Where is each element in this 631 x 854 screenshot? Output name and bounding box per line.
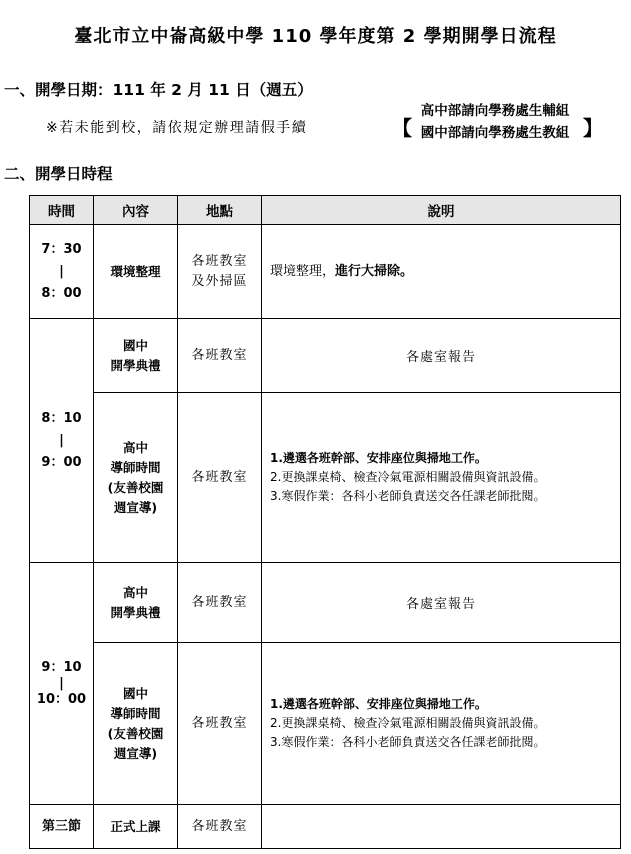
time-separator: | xyxy=(59,263,64,279)
desc-line: 2.更換課桌椅、檢查冷氣電源相關設備與資訊設備。 xyxy=(270,470,546,484)
desc-cell xyxy=(262,643,621,805)
time-start: 8：10 xyxy=(41,410,82,426)
bracket-open: 【 xyxy=(392,116,412,140)
desc-line: 3.寒假作業：各科小老師負責送交各任課老師批閱。 xyxy=(270,735,546,749)
place-line: 各班教室 xyxy=(191,469,248,485)
content-cell xyxy=(94,225,178,319)
table-header-row xyxy=(30,196,621,225)
place-cell xyxy=(178,393,262,563)
header-desc: 說明 xyxy=(262,196,621,225)
table-row xyxy=(30,319,621,393)
time-end: 8：00 xyxy=(41,285,82,301)
content-line: (友善校園 xyxy=(107,725,164,741)
schedule-table xyxy=(29,195,621,849)
bracket-close: 】 xyxy=(583,116,603,140)
table-row xyxy=(30,643,621,805)
time-cell xyxy=(30,563,94,805)
desc-bold: 進行大掃除。 xyxy=(335,264,414,279)
time-cell xyxy=(30,225,94,319)
desc-cell xyxy=(262,225,621,319)
content-cell xyxy=(94,393,178,563)
time-separator: | xyxy=(59,675,64,691)
desc-line: 2.更換課桌椅、檢查冷氣電源相關設備與資訊設備。 xyxy=(270,716,546,730)
desc-line: 3.寒假作業：各科小老師負責送交各任課老師批閱。 xyxy=(270,489,546,503)
header-content: 內容 xyxy=(94,196,178,225)
desc-line: 1.遴選各班幹部、安排座位與掃地工作。 xyxy=(270,697,487,711)
place-line: 各班教室 xyxy=(191,253,248,269)
content-cell xyxy=(94,643,178,805)
header-time: 時間 xyxy=(30,196,94,225)
place-line: 各班教室 xyxy=(191,818,248,834)
place-line: 各班教室 xyxy=(191,594,248,610)
content-line: 正式上課 xyxy=(110,818,161,834)
time-cell xyxy=(30,319,94,563)
content-line: 週宣導) xyxy=(113,745,158,761)
place-cell xyxy=(178,225,262,319)
content-line: 週宣導) xyxy=(113,499,158,515)
table-row xyxy=(30,563,621,643)
content-line: 導師時間 xyxy=(110,705,161,721)
page-title: 臺北市立中崙高級中學 110 學年度第 2 學期開學日流程 xyxy=(74,26,557,47)
table-row xyxy=(30,225,621,319)
section-opening-date: 一、開學日期：111 年 2 月 11 日（週五） xyxy=(4,81,313,99)
table-row xyxy=(30,393,621,563)
place-line: 及外掃區 xyxy=(191,273,248,289)
section-schedule: 二、開學日時程 xyxy=(4,165,113,183)
content-cell xyxy=(94,319,178,393)
time-cell xyxy=(30,805,94,849)
content-line: 環境整理 xyxy=(110,263,161,279)
desc-cell xyxy=(262,393,621,563)
time-separator: | xyxy=(59,432,64,448)
desc-cell xyxy=(262,805,621,849)
time-start: 7：30 xyxy=(41,241,82,257)
period-label: 第三節 xyxy=(41,818,81,834)
desc-cell: 各處室報告 xyxy=(262,319,621,393)
place-line: 各班教室 xyxy=(191,715,248,731)
content-line: 高中 xyxy=(122,584,148,600)
leave-note: ※若未能到校，請依規定辦理請假手續 xyxy=(46,120,308,136)
content-line: (友善校園 xyxy=(107,479,164,495)
content-line: 國中 xyxy=(122,685,148,701)
time-start: 9：10 xyxy=(41,659,82,675)
content-line: 導師時間 xyxy=(110,459,161,475)
desc-cell: 各處室報告 xyxy=(262,563,621,643)
header-place: 地點 xyxy=(178,196,262,225)
place-cell xyxy=(178,319,262,393)
table-row xyxy=(30,805,621,849)
desc-plain: 環境整理， xyxy=(270,264,336,279)
leave-units xyxy=(410,100,580,144)
content-cell xyxy=(94,805,178,849)
time-end: 9：00 xyxy=(41,454,82,470)
content-line: 開學典禮 xyxy=(110,604,161,620)
unit-junior: 國中部請向學務處生教組 xyxy=(420,125,570,141)
place-cell xyxy=(178,805,262,849)
content-line: 高中 xyxy=(122,439,148,455)
place-cell xyxy=(178,563,262,643)
place-cell xyxy=(178,643,262,805)
unit-senior: 高中部請向學務處生輔組 xyxy=(420,103,570,119)
content-line: 國中 xyxy=(122,337,148,353)
content-line: 開學典禮 xyxy=(110,357,161,373)
desc-line: 1.遴選各班幹部、安排座位與掃地工作。 xyxy=(270,451,487,465)
time-end: 10：00 xyxy=(36,691,87,707)
place-line: 各班教室 xyxy=(191,347,248,363)
content-cell xyxy=(94,563,178,643)
